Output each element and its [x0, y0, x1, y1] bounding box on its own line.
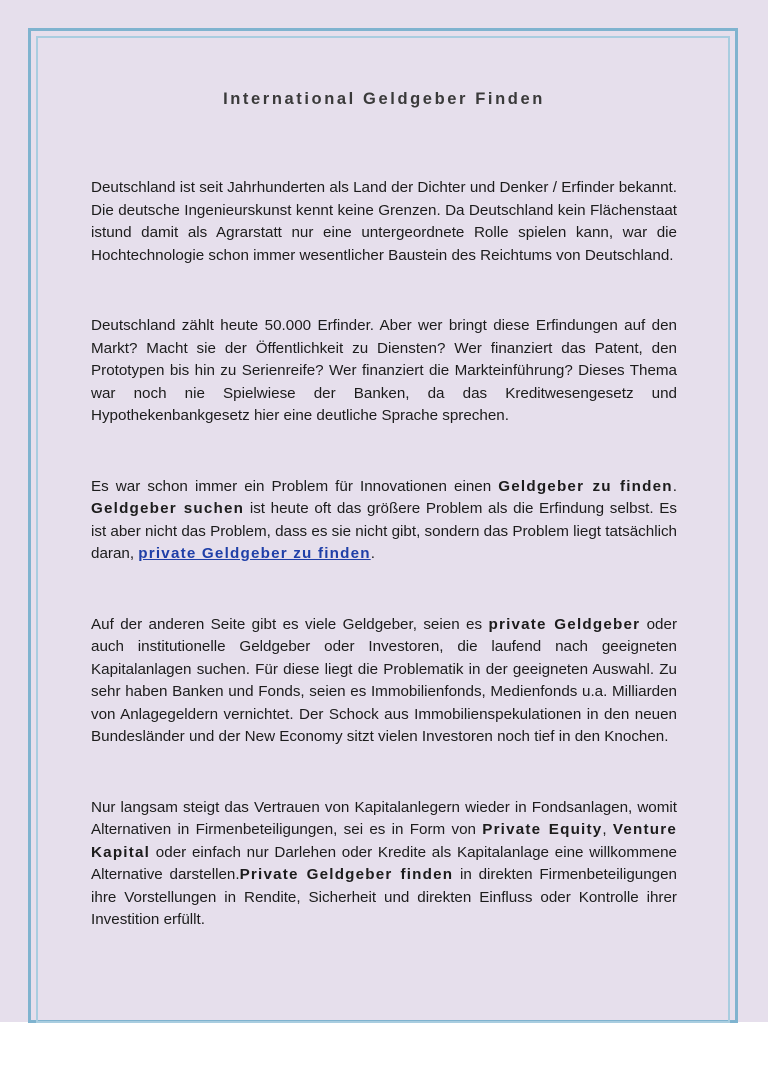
paragraph-4-text-1: Auf der anderen Seite gibt es viele Geldgeber, seien es	[91, 615, 489, 633]
document-title: International Geldgeber Finden	[223, 90, 545, 108]
paragraph-4-text-2: oder auch institutionelle Geldgeber oder Investoren, die laufend nach geeigneten Kapitalanlagen suchen. Für diese liegt die Problematik in der geeigneten Auswahl. Zu sehr haben Banken und Fonds, seien es Immobilienfonds, Medienfonds u.a. Milliarden von Anlagegeldern vernichtet. Der Schock aus Immobilienspekulationen in den neuen Bundesländer und der New Economy sitzt vielen Investoren noch tief in den Knochen.	[91, 615, 677, 745]
paragraph-5-text-4: in direkten Firmenbeteiligungen ihre Vorstellungen in Rendite, Sicherheit und direkten Einfluss oder Kontrolle ihrer Investition erfüllt.	[91, 866, 677, 928]
bold-private-geldgeber: private Geldgeber	[488, 615, 641, 633]
page-bottom-margin	[0, 1022, 768, 1087]
paragraph-3	[91, 476, 677, 566]
link-private-geldgeber-zu-finden[interactable]: private Geldgeber zu finden	[138, 545, 371, 562]
bold-venture-kapital: Venture Kapital	[91, 821, 677, 861]
bold-geldgeber-suchen: Geldgeber suchen	[91, 500, 245, 517]
bold-private-geldgeber-finden: Private Geldgeber finden	[239, 866, 454, 883]
paragraph-3-text-1: Es war schon immer ein Problem für Innovationen einen	[91, 477, 499, 495]
bold-geldgeber-zu-finden: Geldgeber zu finden	[498, 477, 673, 495]
paragraph-4	[91, 614, 677, 749]
paragraph-5-text-2: ,	[602, 821, 613, 838]
bold-private-equity: Private Equity	[482, 821, 603, 838]
paragraph-5	[91, 797, 677, 932]
paragraph-2: Deutschland zählt heute 50.000 Erfinder. Aber wer bringt diese Erfindungen auf den Markt? Macht sie der Öffentlichkeit zu Diensten? Wer finanziert das Patent, den Prototypen bis hin zu Serienreife? Wer finanziert die Markteinführung? Dieses Thema war noch nie Spielwiese der Banken, da das Kreditwesengesetz und Hypothekenbankgesetz hier eine deutliche Sprache sprechen.	[91, 317, 677, 424]
paragraph-3-text-2: .	[672, 477, 677, 495]
document-body	[91, 90, 677, 980]
paragraph-5-text-1: Nur langsam steigt das Vertrauen von Kapitalanlegern wieder in Fondsanlagen, womit Alternativen in Firmenbeteiligungen, sei es in Form von	[91, 798, 677, 838]
paragraph-3-text-4: .	[370, 545, 375, 562]
paragraph-3-text-3: ist heute oft das größere Problem als die Erfindung selbst. Es ist aber nicht das Problem, dass es sie nicht gibt, sondern das Problem liegt tatsächlich daran,	[91, 500, 677, 562]
paragraph-5-text-3: oder einfach nur Darlehen oder Kredite als Kapitalanlage eine willkommene Alternative darstellen.	[91, 843, 677, 883]
paragraph-1: Deutschland ist seit Jahrhunderten als Land der Dichter und Denker / Erfinder bekannt. Die deutsche Ingenieurskunst kennt keine Grenzen. Da Deutschland kein Flächenstaat istund damit als Agrarstatt nur eine untergeordnete Rolle spielen kann, war die Hochtechnologie schon immer wesentlicher Baustein des Reichtums von Deutschland.	[91, 179, 677, 264]
